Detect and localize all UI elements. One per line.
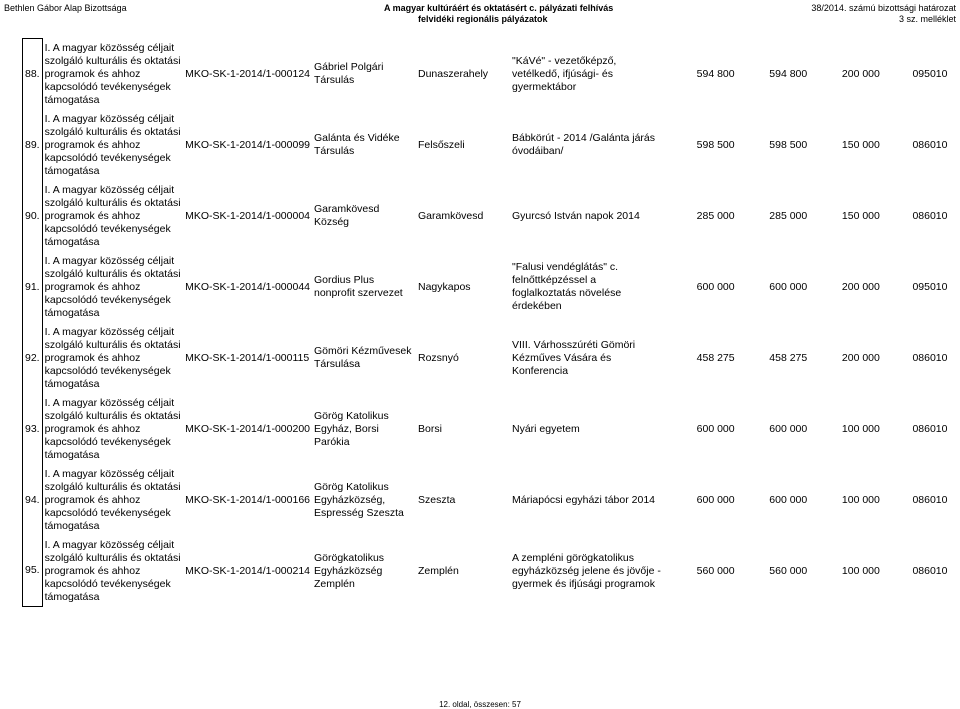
application-code: MKO-SK-1-2014/1-000124	[185, 67, 310, 80]
application-code: MKO-SK-1-2014/1-000004	[185, 209, 310, 222]
requested-amount: 600 000	[696, 493, 735, 506]
requested-amount: 285 000	[696, 209, 735, 222]
program-line: támogatása	[44, 306, 100, 319]
program-cell	[42, 536, 183, 607]
program-line: programok és ahhoz	[44, 422, 141, 435]
project-title: Máriapócsi egyházi tábor 2014	[512, 493, 656, 506]
program-line: programok és ahhoz	[44, 351, 141, 364]
eligible-amount: 598 500	[769, 138, 808, 151]
application-code: MKO-SK-1-2014/1-000214	[185, 564, 310, 577]
requested-amount: 560 000	[696, 564, 735, 577]
program-line: támogatása	[44, 235, 100, 248]
requested-amount: 598 500	[696, 138, 735, 151]
program-line: szolgáló kulturális és oktatási	[44, 196, 181, 209]
header-center-title: A magyar kultúráért és oktatásért c. pályázati felhívás	[384, 3, 614, 13]
row-number: 95.	[23, 536, 43, 607]
requested-amount: 600 000	[696, 280, 735, 293]
program-line: I. A magyar közösség céljait	[44, 112, 175, 125]
eligible-amount: 458 275	[769, 351, 808, 364]
program-line: programok és ahhoz	[44, 209, 141, 222]
awarded-amount: 200 000	[841, 67, 880, 80]
program-line: szolgáló kulturális és oktatási	[44, 54, 181, 67]
project-title: Gyurcsó István napok 2014	[512, 209, 640, 222]
program-line: kapcsolódó tevékenységek	[44, 80, 171, 93]
program-line: kapcsolódó tevékenységek	[44, 435, 171, 448]
grants-table	[22, 38, 950, 607]
location: Nagykapos	[418, 280, 471, 293]
organization-name: Galánta és Vidéke Társulás	[314, 132, 400, 157]
table-row	[23, 536, 950, 607]
program-line: I. A magyar közösség céljait	[44, 396, 175, 409]
table-row	[23, 323, 950, 394]
row-number: 92.	[23, 323, 43, 394]
program-line: támogatása	[44, 164, 100, 177]
application-code: MKO-SK-1-2014/1-000099	[185, 138, 310, 151]
application-code: MKO-SK-1-2014/1-000166	[185, 493, 310, 506]
project-title: Nyári egyetem	[512, 422, 580, 435]
program-line: programok és ahhoz	[44, 138, 141, 151]
program-line: kapcsolódó tevékenységek	[44, 506, 171, 519]
organization-name: Görög Katolikus Egyházközség, Espresség Szeszta	[314, 480, 404, 519]
organization-name: Garamkövesd Község	[314, 203, 380, 228]
row-number: 94.	[23, 465, 43, 536]
program-line: I. A magyar közösség céljait	[44, 467, 175, 480]
organization-name: Görög Katolikus Egyház, Borsi Parókia	[314, 409, 389, 448]
program-line: szolgáló kulturális és oktatási	[44, 338, 181, 351]
page-footer: 12. oldal, összesen: 57	[439, 700, 521, 709]
budget-code: 086010	[912, 209, 948, 222]
budget-code: 086010	[912, 351, 948, 364]
budget-code: 086010	[912, 493, 948, 506]
program-line: szolgáló kulturális és oktatási	[44, 551, 181, 564]
table-row	[23, 181, 950, 252]
program-line: támogatása	[44, 448, 100, 461]
project-title: "Falusi vendéglátás" c. felnőttképzéssel a foglalkoztatás növelése érdekében	[512, 261, 622, 312]
row-number: 90.	[23, 181, 43, 252]
program-line: programok és ahhoz	[44, 493, 141, 506]
table-row	[23, 110, 950, 181]
program-line: kapcsolódó tevékenységek	[44, 293, 171, 306]
location: Szeszta	[418, 493, 456, 506]
eligible-amount: 600 000	[769, 493, 808, 506]
header-center-subtitle: felvidéki regionális pályázatok	[418, 14, 548, 24]
header-left: Bethlen Gábor Alap Bizottsága	[4, 3, 127, 13]
program-line: programok és ahhoz	[44, 280, 141, 293]
table-row	[23, 394, 950, 465]
application-code: MKO-SK-1-2014/1-000115	[185, 351, 310, 364]
location: Dunaszerahely	[418, 67, 489, 80]
budget-code: 095010	[912, 67, 948, 80]
program-line: I. A magyar közösség céljait	[44, 538, 175, 551]
program-cell	[42, 465, 183, 536]
budget-code: 086010	[912, 138, 948, 151]
program-line: támogatása	[44, 93, 100, 106]
program-line: támogatása	[44, 590, 100, 603]
organization-name: Gordius Plus nonprofit szervezet	[314, 274, 403, 299]
program-line: szolgáló kulturális és oktatási	[44, 125, 181, 138]
location: Rozsnyó	[418, 351, 459, 364]
organization-name: Görögkatolikus Egyházközség Zemplén	[314, 551, 385, 590]
application-code: MKO-SK-1-2014/1-000044	[185, 280, 310, 293]
program-line: programok és ahhoz	[44, 67, 141, 80]
row-number: 93.	[23, 394, 43, 465]
row-number: 89.	[23, 110, 43, 181]
program-cell	[42, 252, 183, 323]
awarded-amount: 200 000	[841, 351, 880, 364]
program-line: I. A magyar közösség céljait	[44, 254, 175, 267]
program-line: I. A magyar közösség céljait	[44, 325, 175, 338]
project-title: VIII. Várhosszúréti Gömöri Kézműves Vására és Konferencia	[512, 338, 636, 377]
project-title: "KáVé" - vezetőképző, vetélkedő, ifjúsági- és gyermektábor	[512, 54, 617, 93]
awarded-amount: 200 000	[841, 280, 880, 293]
organization-name: Gömöri Kézművesek Társulása	[314, 345, 412, 370]
awarded-amount: 150 000	[841, 209, 880, 222]
program-line: kapcsolódó tevékenységek	[44, 364, 171, 377]
program-cell	[42, 110, 183, 181]
program-cell	[42, 323, 183, 394]
program-line: támogatása	[44, 377, 100, 390]
program-line: szolgáló kulturális és oktatási	[44, 480, 181, 493]
requested-amount: 458 275	[696, 351, 735, 364]
budget-code: 086010	[912, 564, 948, 577]
awarded-amount: 100 000	[841, 564, 880, 577]
page-header	[0, 0, 960, 24]
program-line: kapcsolódó tevékenységek	[44, 151, 171, 164]
row-number: 91.	[23, 252, 43, 323]
project-title: Bábkörút - 2014 /Galánta járás óvodáiban/	[512, 132, 656, 157]
eligible-amount: 594 800	[769, 67, 808, 80]
location: Zemplén	[418, 564, 459, 577]
eligible-amount: 600 000	[769, 280, 808, 293]
eligible-amount: 285 000	[769, 209, 808, 222]
program-line: I. A magyar közösség céljait	[44, 183, 175, 196]
budget-code: 095010	[912, 280, 948, 293]
program-line: I. A magyar közösség céljait	[44, 41, 175, 54]
program-cell	[42, 394, 183, 465]
table-row	[23, 252, 950, 323]
grants-table-body	[23, 39, 950, 607]
budget-code: 086010	[912, 422, 948, 435]
program-line: szolgáló kulturális és oktatási	[44, 267, 181, 280]
program-line: kapcsolódó tevékenységek	[44, 577, 171, 590]
header-right-annex: 3 sz. melléklet	[898, 14, 956, 24]
awarded-amount: 100 000	[841, 422, 880, 435]
application-code: MKO-SK-1-2014/1-000200	[185, 422, 310, 435]
organization-name: Gábriel Polgári Társulás	[314, 61, 384, 86]
location: Felsőszeli	[418, 138, 465, 151]
program-line: támogatása	[44, 519, 100, 532]
requested-amount: 594 800	[696, 67, 735, 80]
location: Garamkövesd	[418, 209, 484, 222]
header-right-resolution: 38/2014. számú bizottsági határozat	[811, 3, 956, 13]
eligible-amount: 600 000	[769, 422, 808, 435]
awarded-amount: 100 000	[841, 493, 880, 506]
awarded-amount: 150 000	[841, 138, 880, 151]
requested-amount: 600 000	[696, 422, 735, 435]
table-row	[23, 39, 950, 110]
program-cell	[42, 181, 183, 252]
location: Borsi	[418, 422, 442, 435]
program-cell	[42, 39, 183, 110]
table-row	[23, 465, 950, 536]
program-line: programok és ahhoz	[44, 564, 141, 577]
program-line: szolgáló kulturális és oktatási	[44, 409, 181, 422]
project-title: A zempléni görögkatolikus egyházközség jelene és jövője - gyermek és ifjúsági programok	[512, 551, 661, 590]
row-number: 88.	[23, 39, 43, 110]
eligible-amount: 560 000	[769, 564, 808, 577]
program-line: kapcsolódó tevékenységek	[44, 222, 171, 235]
